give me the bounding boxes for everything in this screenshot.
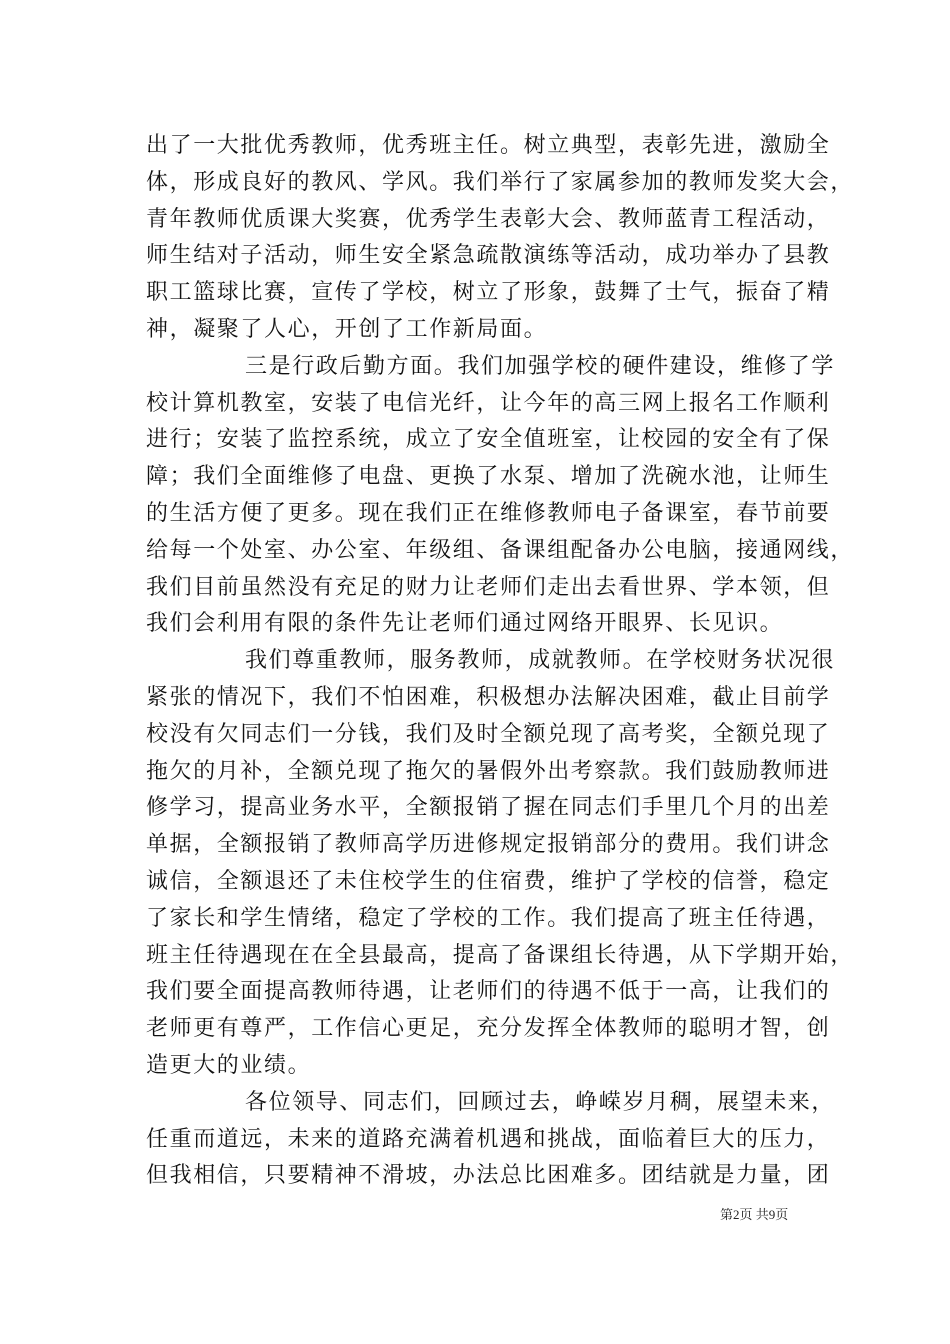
text-line: 师生结对子活动，师生安全紧急疏散演练等活动，成功举办了县教 xyxy=(146,243,831,269)
text-line: 我们尊重教师，服务教师，成就教师。在学校财务状况很 xyxy=(245,648,836,674)
text-line: 紧张的情况下，我们不怕困难，积极想办法解决困难，截止目前学 xyxy=(146,684,831,710)
paragraph xyxy=(146,643,855,1085)
text-line: 神，凝聚了人心，开创了工作新局面。 xyxy=(146,316,548,342)
text-line: 的生活方便了更多。现在我们正在维修教师电子备课室，春节前要 xyxy=(146,500,831,526)
text-line: 三是行政后勤方面。我们加强学校的硬件建设，维修了学 xyxy=(245,353,836,379)
page-number-footer: 第2页 共9页 xyxy=(720,1207,789,1222)
text-line: 诚信，全额退还了未住校学生的住宿费，维护了学校的信誉，稳定 xyxy=(146,868,831,894)
text-line: 障；我们全面维修了电盘、更换了水泵、增加了洗碗水池，让师生 xyxy=(146,464,831,490)
text-line: 校计算机教室，安装了电信光纤，让今年的高三网上报名工作顺利 xyxy=(146,390,831,416)
text-line: 进行；安装了监控系统，成立了安全值班室，让校园的安全有了保 xyxy=(146,427,831,453)
text-line: 但我相信，只要精神不滑坡，办法总比困难多。团结就是力量，团 xyxy=(146,1163,831,1189)
text-line: 出了一大批优秀教师，优秀班主任。树立典型，表彰先进，激励全 xyxy=(146,133,831,158)
text-line: 校没有欠同志们一分钱，我们及时全额兑现了高考奖，全额兑现了 xyxy=(146,721,831,747)
text-line: 各位领导、同志们，回顾过去，峥嵘岁月稠，展望未来， xyxy=(245,1089,836,1115)
text-line: 任重而道远，未来的道路充满着机遇和挑战，面临着巨大的压力， xyxy=(146,1126,831,1152)
text-line: 单据，全额报销了教师高学历进修规定报销部分的费用。我们讲念 xyxy=(146,832,831,858)
text-line: 造更大的业绩。 xyxy=(146,1052,312,1078)
text-line: 给每一个处室、办公室、年级组、备课组配备办公电脑，接通网线， xyxy=(146,537,855,563)
text-line: 老师更有尊严，工作信心更足，充分发挥全体教师的聪明才智，创 xyxy=(146,1016,831,1042)
text-line: 体，形成良好的教风、学风。我们举行了家属参加的教师发奖大会， xyxy=(146,169,855,195)
document-body xyxy=(146,128,855,1195)
text-line: 拖欠的月补，全额兑现了拖欠的暑假外出考察款。我们鼓励教师进 xyxy=(146,758,831,784)
text-line: 职工篮球比赛，宣传了学校，树立了形象，鼓舞了士气，振奋了精 xyxy=(146,280,831,306)
text-line: 我们要全面提高教师待遇，让老师们的待遇不低于一高，让我们的 xyxy=(146,979,831,1005)
paragraph xyxy=(146,1085,846,1195)
text-line: 修学习，提高业务水平，全额报销了握在同志们手里几个月的出差 xyxy=(146,795,831,821)
text-line: 了家长和学生情绪，稳定了学校的工作。我们提高了班主任待遇， xyxy=(146,905,831,931)
text-line: 我们会利用有限的条件先让老师们通过网络开眼界、长见识。 xyxy=(146,611,784,637)
text-line: 班主任待遇现在在全县最高，提高了备课组长待遇，从下学期开始， xyxy=(146,942,855,968)
text-line: 青年教师优质课大奖赛，优秀学生表彰大会、教师蓝青工程活动， xyxy=(146,206,831,232)
text-line: 我们目前虽然没有充足的财力让老师们走出去看世界、学本领，但 xyxy=(146,574,831,600)
paragraph xyxy=(146,349,855,643)
paragraph xyxy=(146,128,855,349)
